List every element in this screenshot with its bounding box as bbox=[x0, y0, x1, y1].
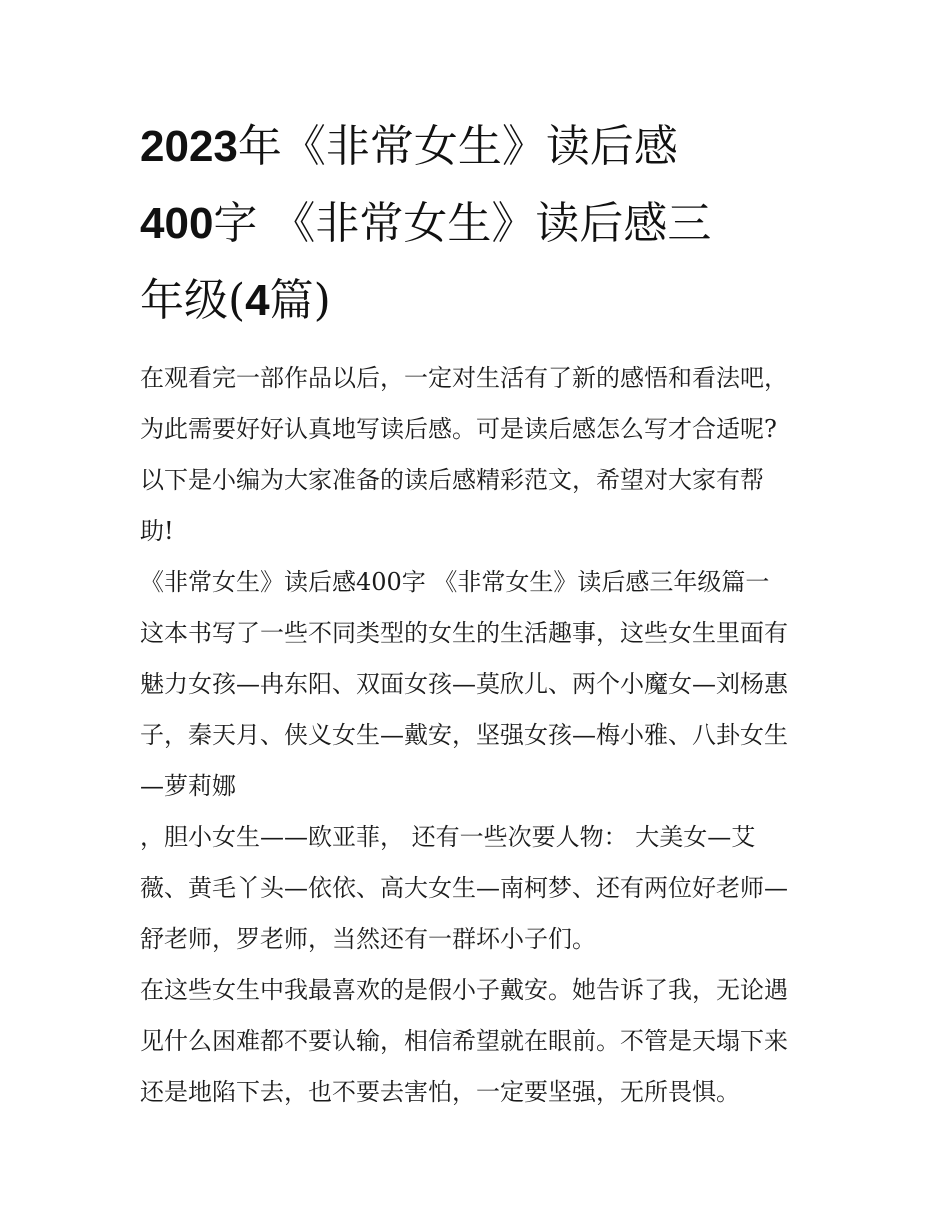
body-line: 助! bbox=[140, 517, 174, 545]
body-line: 在这些女生中我最喜欢的是假小子戴安。她告诉了我，无论遇 bbox=[140, 976, 788, 1004]
body-line: 这本书写了一些不同类型的女生的生活趣事，这些女生里面有 bbox=[140, 619, 788, 647]
body-line: 以下是小编为大家准备的读后感精彩范文，希望对大家有帮 bbox=[140, 466, 764, 494]
title-text: 年级( bbox=[140, 275, 246, 326]
body-line: 还是地陷下去，也不要去害怕，一定要坚强，无所畏惧。 bbox=[140, 1078, 740, 1106]
body-line: 舒老师，罗老师，当然还有一群坏小子们。 bbox=[140, 925, 596, 953]
body-line: —萝莉娜 bbox=[140, 772, 236, 800]
body-line: 魅力女孩—冉东阳、双面女孩—莫欣儿、两个小魔女—刘杨惠 bbox=[140, 670, 788, 698]
body-line: 在观看完一部作品以后，一定对生活有了新的感悟和看法吧， bbox=[140, 364, 788, 392]
body-line: 见什么困难都不要认输，相信希望就在眼前。不管是天塌下来 bbox=[140, 1027, 788, 1055]
document-body bbox=[140, 353, 815, 1118]
document-title bbox=[140, 108, 815, 339]
title-year: 2023 bbox=[140, 122, 238, 171]
title-line bbox=[140, 262, 815, 339]
body-line: ，胆小女生——欧亚菲， 还有一些次要人物： 大美女—艾 bbox=[140, 823, 756, 851]
body-line: 子，秦天月、侠义女生—戴安，坚强女孩—梅小雅、八卦女生 bbox=[140, 721, 788, 749]
body-line: 薇、黄毛丫头—依依、高大女生—南柯梦、还有两位好老师— bbox=[140, 874, 788, 902]
title-text: 年《非常女生》读后感 bbox=[237, 121, 678, 172]
section-heading: 《非常女生》读后感400字 《非常女生》读后感三年级篇一 bbox=[140, 568, 770, 596]
title-word-count: 400 bbox=[140, 199, 214, 248]
title-text: 字 《非常女生》读后感三 bbox=[213, 198, 712, 249]
body-line: 为此需要好好认真地写读后感。可是读后感怎么写才合适呢? bbox=[140, 415, 777, 443]
title-line bbox=[140, 108, 815, 185]
document-page bbox=[140, 108, 815, 1118]
title-line bbox=[140, 185, 815, 262]
title-text: 篇) bbox=[269, 275, 331, 326]
title-count: 4 bbox=[245, 276, 270, 325]
